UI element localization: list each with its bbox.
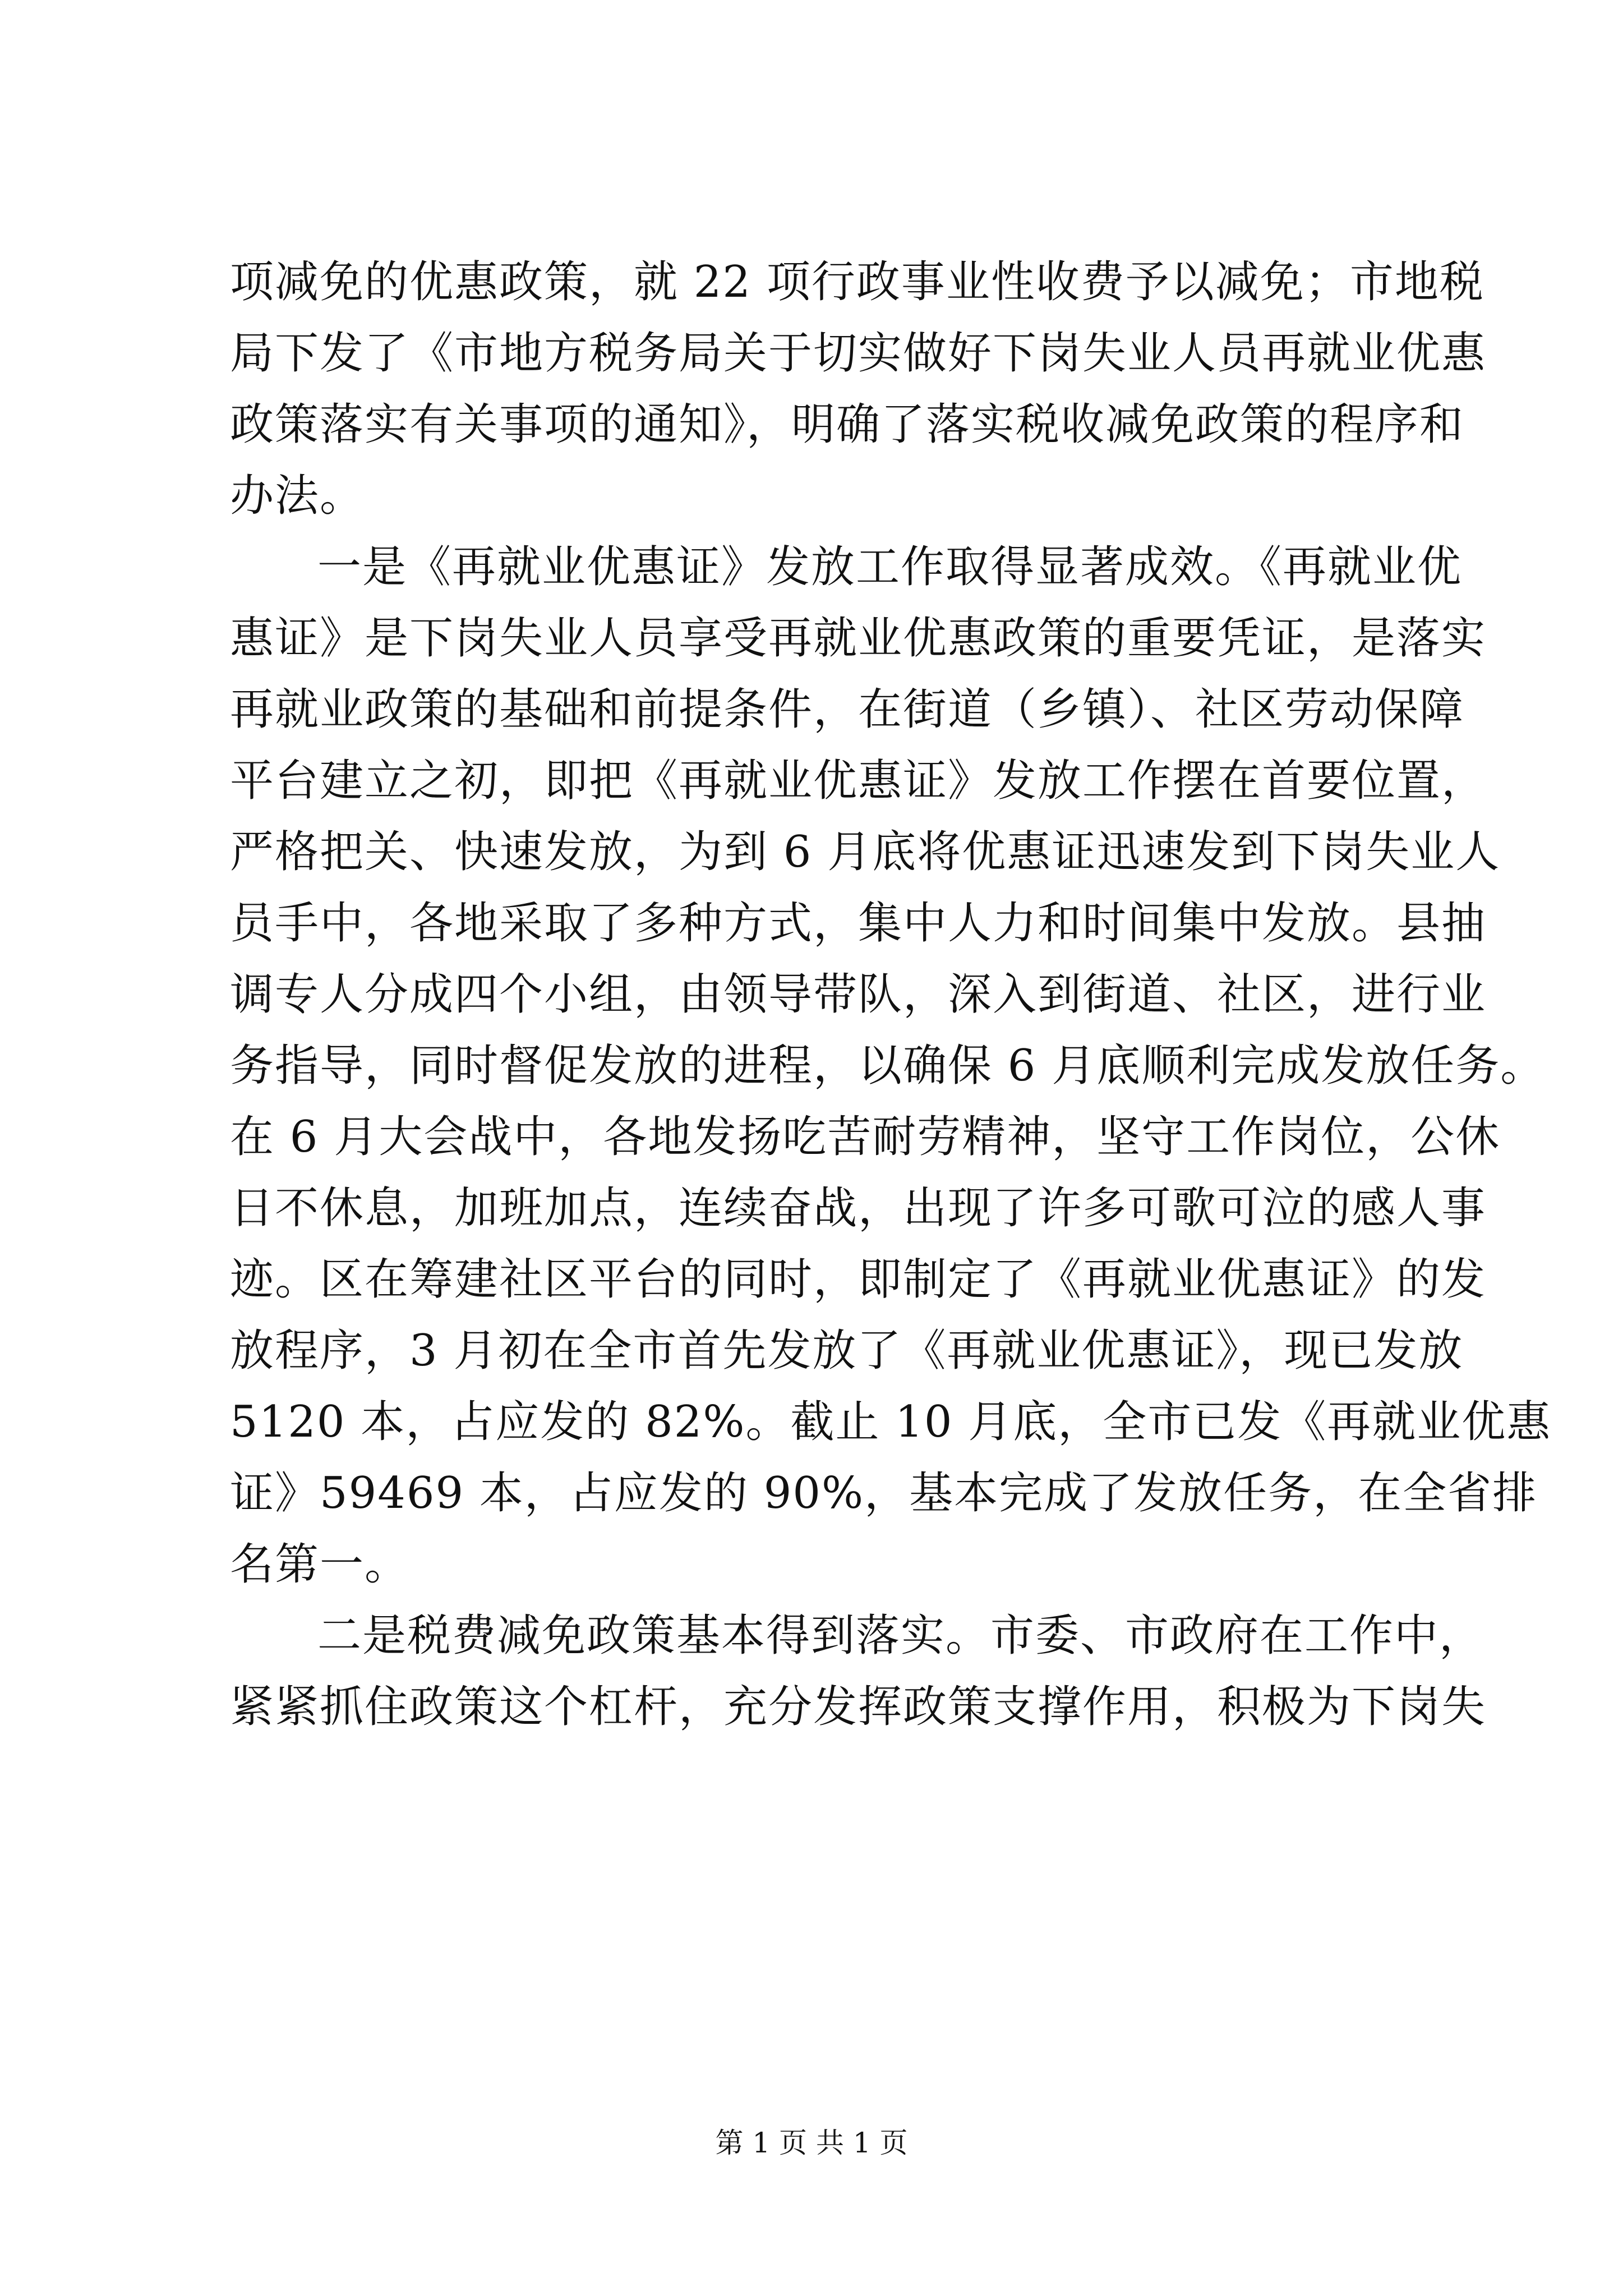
text-line: 调专人分成四个小组，由领导带队，深入到街道、社区，进行业 <box>230 969 1487 1020</box>
text-line: 惠证》是下岗失业人员享受再就业优惠政策的重要凭证，是落实 <box>230 613 1487 664</box>
page-number-footer: 第 1 页 共 1 页 <box>715 2127 908 2159</box>
text-line: 证》59469 本，占应发的 90%，基本完成了发放任务，在全省排 <box>230 1468 1538 1519</box>
text-line: 名第一。 <box>230 1539 410 1590</box>
text-line: 项减免的优惠政策，就 22 项行政事业性收费予以减免；市地税 <box>230 257 1484 307</box>
paragraph-start-line: 一是《再就业优惠证》发放工作取得显著成效。《再就业优 <box>317 542 1463 592</box>
text-line: 再就业政策的基础和前提条件，在街道（乡镇）、社区劳动保障 <box>230 684 1465 735</box>
text-line: 在 6 月大会战中，各地发扬吃苦耐劳精神，坚守工作岗位，公休 <box>230 1112 1501 1162</box>
text-line: 紧紧抓住政策这个杠杆，充分发挥政策支撑作用，积极为下岗失 <box>230 1682 1487 1732</box>
text-line: 严格把关、快速发放，为到 6 月底将优惠证迅速发到下岗失业人 <box>230 827 1501 877</box>
text-line: 政策落实有关事项的通知》，明确了落实税收减免政策的程序和 <box>230 399 1465 450</box>
text-line: 日不休息，加班加点，连续奋战，出现了许多可歌可泣的感人事 <box>230 1183 1487 1234</box>
document-body <box>230 247 1552 1743</box>
text-line: 平台建立之初，即把《再就业优惠证》发放工作摆在首要位置， <box>230 756 1487 806</box>
text-line: 办法。 <box>230 471 365 521</box>
text-line: 务指导，同时督促发放的进程，以确保 6 月底顺利完成发放任务。 <box>230 1041 1546 1091</box>
text-line: 员手中，各地采取了多种方式，集中人力和时间集中发放。县抽 <box>230 898 1487 949</box>
text-line: 5120 本，占应发的 82%。截止 10 月底，全市已发《再就业优惠 <box>230 1397 1552 1447</box>
paragraph-start-line: 二是税费减免政策基本得到落实。市委、市政府在工作中， <box>317 1611 1484 1661</box>
text-line: 放程序，3 月初在全市首先发放了《再就业优惠证》，现已发放 <box>230 1326 1464 1376</box>
text-line: 迹。区在筹建社区平台的同时，即制定了《再就业优惠证》的发 <box>230 1254 1487 1305</box>
text-line: 局下发了《市地方税务局关于切实做好下岗失业人员再就业优惠 <box>230 328 1487 379</box>
